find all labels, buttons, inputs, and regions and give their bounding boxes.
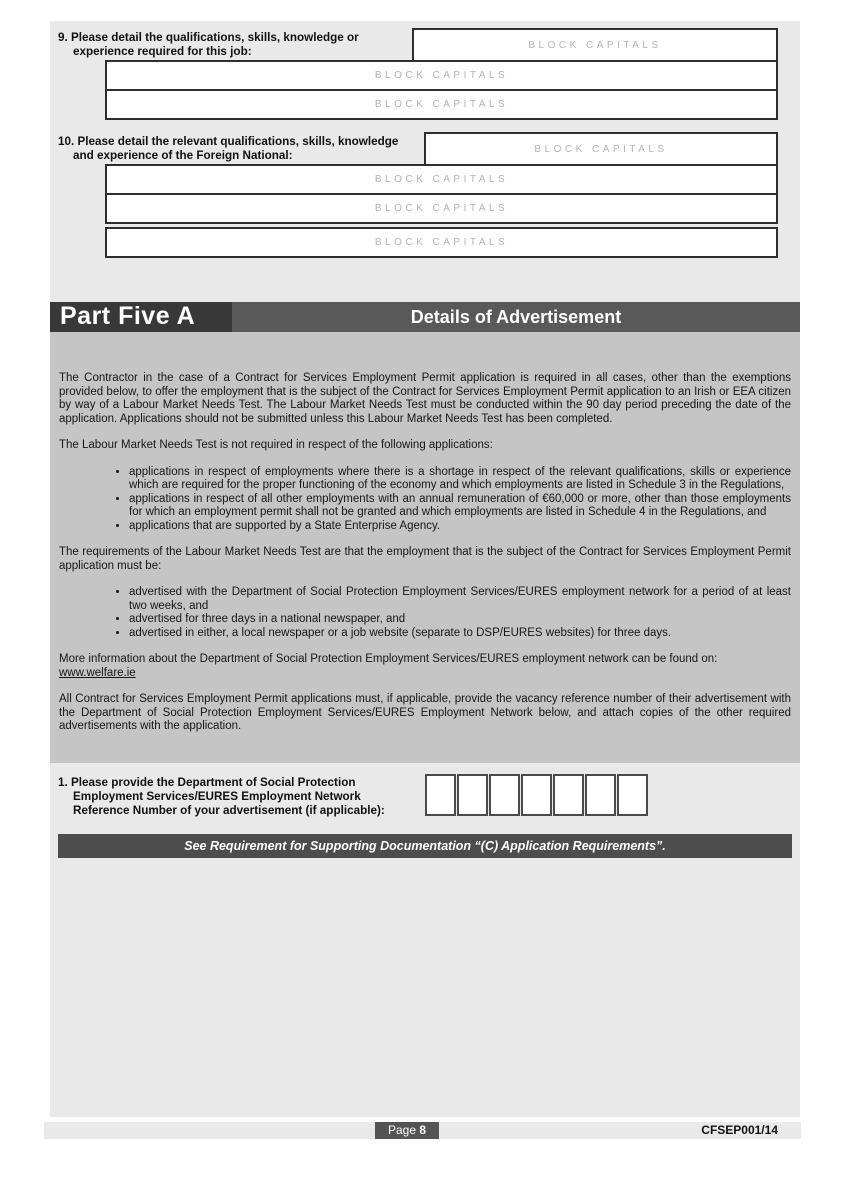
- eures-reference-box-3[interactable]: [489, 774, 520, 816]
- q9-input-1[interactable]: [412, 28, 778, 62]
- part-five-a-header: [50, 302, 800, 332]
- requirement-item: • advertised for three days in a national newspaper, and: [129, 613, 791, 627]
- question-1-row: [50, 774, 800, 818]
- form-code: CFSEP001/14: [701, 1123, 778, 1137]
- question-10-text: Please detail the relevant qualifications, skills, knowledge and experience of the Foreign National:: [73, 135, 399, 162]
- question-9-number: 9.: [58, 31, 68, 44]
- exemption-item: • applications in respect of all other employments with an annual remuneration of €60,000 or more, other than those employments for which an employment permit shall not be granted and which employments are listed in Schedule 4 in the Regulations, and: [129, 493, 791, 520]
- eures-reference-boxes: [425, 774, 649, 816]
- exemption-item: • applications that are supported by a State Enterprise Agency.: [129, 520, 791, 534]
- section-title: Details of Advertisement: [232, 302, 800, 332]
- supporting-documentation-banner: See Requirement for Supporting Documentation “(C) Application Requirements”.: [58, 834, 792, 858]
- more-info-text: More information about the Department of Social Protection Employment Services/EURES employment network can be found on:: [59, 653, 718, 665]
- q10-input-2[interactable]: [105, 164, 778, 195]
- qualifications-section: [50, 21, 800, 302]
- welfare-link[interactable]: www.welfare.ie: [59, 666, 136, 679]
- q9-input-3[interactable]: [105, 89, 778, 120]
- requirement-item: • advertised in either, a local newspaper or a job website (separate to DSP/EURES websites) for three days.: [129, 627, 791, 641]
- requirements-intro: The requirements of the Labour Market Needs Test are that the employment that is the subject of the Contract for Services Employment Permit application must be:: [59, 546, 791, 572]
- vacancy-reference-paragraph: All Contract for Services Employment Permit applications must, if applicable, provide the vacancy reference number of their advertisement with the Department of Social Protection Employment Services/EURES Employment Network below, and attach copies of the other required advertisements with the application.: [59, 693, 791, 732]
- eures-reference-box-6[interactable]: [585, 774, 616, 816]
- spacer: [50, 120, 800, 132]
- page-footer: [44, 1122, 801, 1139]
- eures-reference-box-5[interactable]: [553, 774, 584, 816]
- question-9-label: [58, 28, 412, 59]
- requirements-list: [59, 586, 791, 640]
- question-1-label: [58, 774, 424, 818]
- q10-input-4[interactable]: [105, 227, 778, 258]
- question-9-row: [50, 28, 800, 62]
- lmnt-not-required-intro: The Labour Market Needs Test is not required in respect of the following applications:: [59, 439, 493, 451]
- exemption-item: • applications in respect of employments where there is a shortage in respect of the relevant qualifications, skills or experience which are required for the proper functioning of the economy and which employments are listed in Schedule 3 in the Regulations,: [129, 466, 791, 493]
- q10-input-1[interactable]: [424, 132, 778, 166]
- question-10-label: [58, 132, 424, 163]
- question-1-number: 1.: [58, 776, 68, 789]
- exemptions-list: [59, 466, 791, 534]
- question-1-text: Please provide the Department of Social Protection Employment Services/EURES Employment Network Reference Number of your advertisement (if applicable):: [71, 776, 385, 817]
- question-10-number: 10.: [58, 135, 75, 148]
- question-9-text: Please detail the qualifications, skills, knowledge or experience required for this job:: [71, 31, 359, 58]
- eures-reference-box-7[interactable]: [617, 774, 648, 816]
- page-number: 8: [419, 1123, 427, 1137]
- page-number-badge: [375, 1122, 439, 1139]
- part-label: Part Five A: [50, 302, 232, 332]
- q9-input-2[interactable]: [105, 60, 778, 91]
- eures-reference-box-4[interactable]: [521, 774, 552, 816]
- page-label: Page: [388, 1123, 417, 1137]
- eures-reference-box-1[interactable]: [425, 774, 456, 816]
- requirement-item: • advertised with the Department of Social Protection Employment Services/EURES employment network for a period of at least two weeks, and: [129, 586, 791, 613]
- question-10-row: [50, 132, 800, 166]
- more-info-paragraph: [59, 653, 791, 680]
- advertisement-details-section: [50, 332, 800, 763]
- q10-input-3[interactable]: [105, 193, 778, 224]
- intro-paragraph: The Contractor in the case of a Contract for Services Employment Permit application is required in all cases, other than the exemptions provided below, to offer the employment that is the subject of the Contract for Services Employment Permit application to an Irish or EEA citizen by way of a Labour Market Needs Test. The Labour Market Needs Test must be conducted within the 90 day period preceding the date of the application. Applications should not be submitted unless this Labour Market Needs Test has been completed.: [59, 372, 791, 425]
- eures-reference-box-2[interactable]: [457, 774, 488, 816]
- reference-number-section: [50, 763, 800, 1117]
